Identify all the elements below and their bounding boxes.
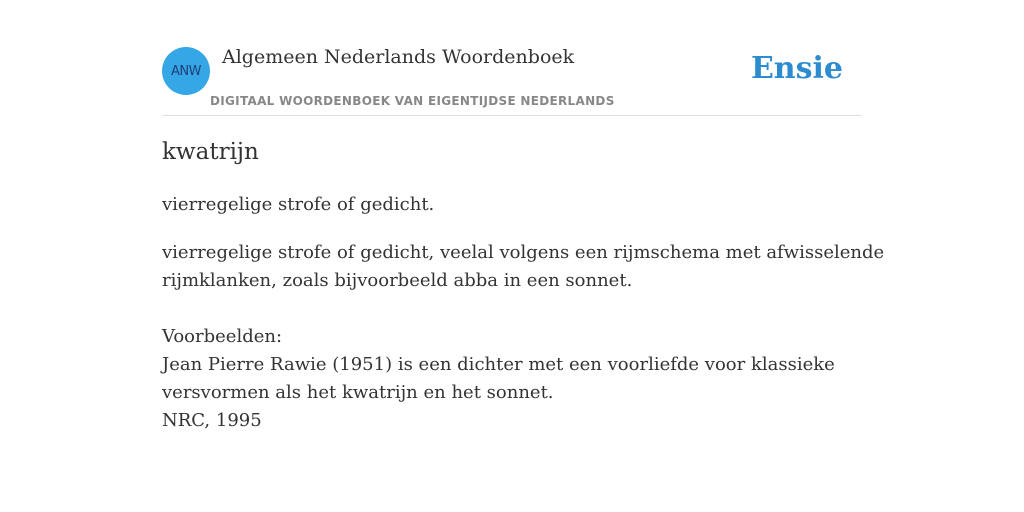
example-source: NRC, 1995 <box>162 410 262 431</box>
definition-line: vierregelige strofe of gedicht, veelal volgens een rijmschema met afwisselende <box>162 242 885 263</box>
site-tagline: DIGITAAL WOORDENBOEK VAN EIGENTIJDSE NEDERLANDS <box>210 94 615 108</box>
example-line: versvormen als het kwatrijn en het sonnet. <box>162 382 554 403</box>
header-divider <box>162 115 862 116</box>
site-title[interactable]: Algemeen Nederlands Woordenboek <box>222 46 575 68</box>
entry-headword: kwatrijn <box>162 139 259 165</box>
examples-label: Voorbeelden: <box>162 326 283 347</box>
paragraph-gap <box>162 295 862 323</box>
anw-logo-text: ANW <box>171 63 201 79</box>
anw-logo[interactable] <box>162 47 210 95</box>
example-line: Jean Pierre Rawie (1951) is een dichter met een voorliefde voor klassieke <box>162 354 835 375</box>
ensie-brand-link[interactable]: Ensie <box>750 51 843 86</box>
definition-line: rijmklanken, zoals bijvoorbeeld abba in een sonnet. <box>162 270 633 291</box>
long-definition-block <box>162 239 885 435</box>
short-definition: vierregelige strofe of gedicht. <box>162 194 435 215</box>
